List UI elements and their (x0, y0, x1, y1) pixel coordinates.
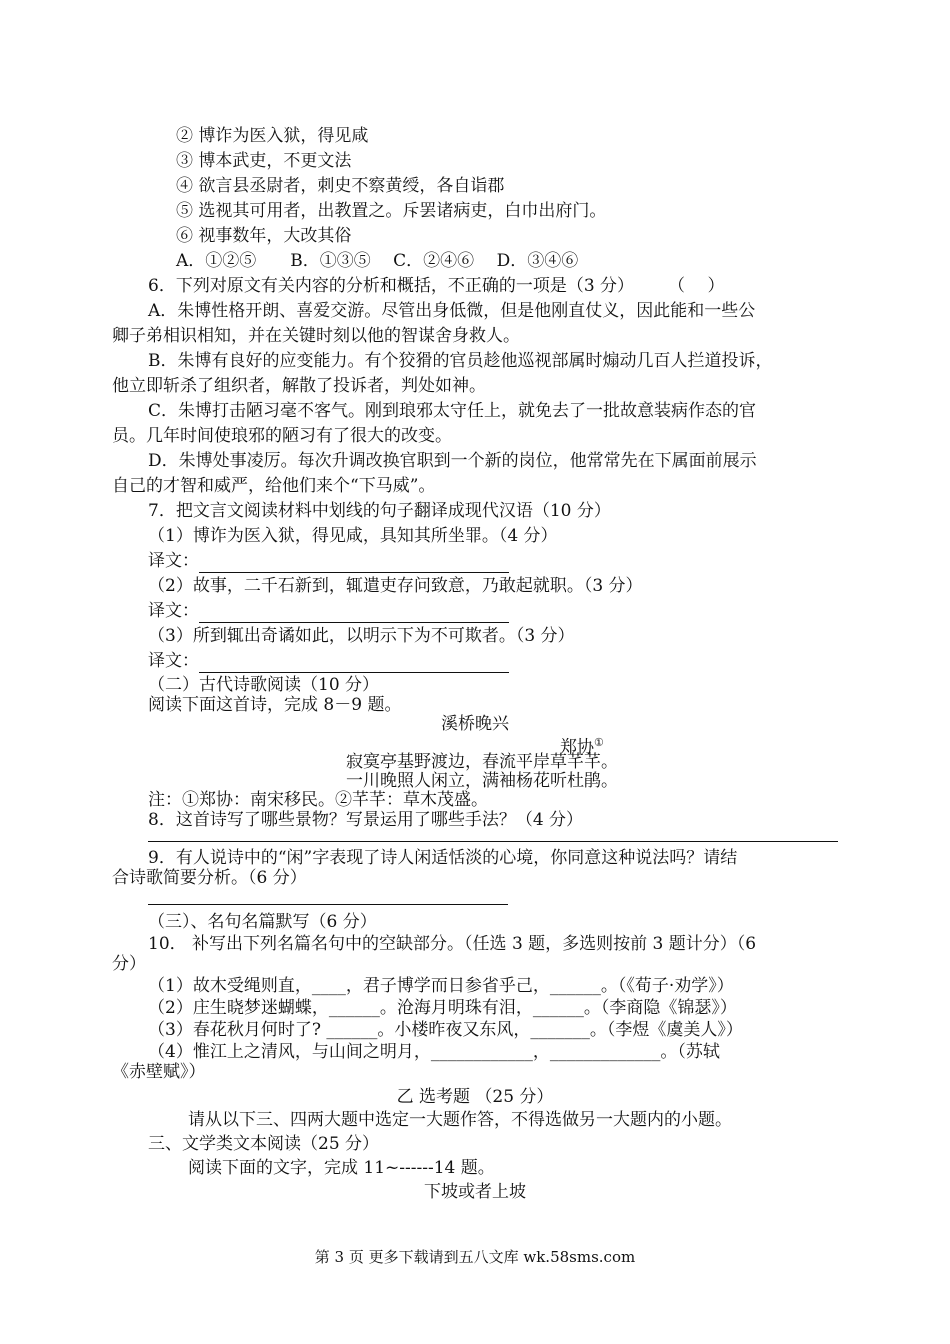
q10-item-4-line2: 《赤壁赋》） (112, 1062, 206, 1082)
q9-answer-line[interactable] (148, 904, 508, 905)
part3-heading: 三、文学类文本阅读（25 分） (148, 1134, 380, 1154)
q10-stem-line1: 10． 补写出下列名篇名句中的空缺部分。（任选 3 题，多选则按前 3 题计分）（6 (148, 934, 757, 954)
q10-item-3: （3）春花秋月何时了? ______。小楼昨夜又东风，_______。（李煜《虞美人》） (148, 1020, 743, 1040)
q5-option-2: ② 博诈为医入狱，得见咸 (176, 126, 369, 146)
q6-choice-c-line1: C．朱博打击陋习毫不客气。刚到琅邪太守任上，就免去了一批故意装病作态的官 (148, 401, 757, 421)
story-title: 下坡或者上坡 (424, 1182, 526, 1202)
q8-answer-line[interactable] (148, 841, 838, 842)
q7-sentence-1: （1）博诈为医入狱，得见咸，具知其所坐罪。（4 分） (148, 526, 558, 546)
q7-answer-2 (148, 599, 509, 623)
translation-label: 译文： (148, 601, 199, 621)
translation-label: 译文： (148, 651, 199, 671)
q9-stem-line1: 9．有人说诗中的“闲”字表现了诗人闲适恬淡的心境，你同意这种说法吗？请结 (148, 848, 738, 868)
q5-option-4: ④ 欲言县丞尉者，刺史不察黄绶，各自诣郡 (176, 176, 505, 196)
section3-heading: （三）、名句名篇默写（6 分） (148, 912, 377, 932)
q6-choice-d-line1: D．朱博处事凌厉。每次升调改换官职到一个新的岗位，他常常先在下属面前展示 (148, 451, 757, 471)
q10-item-2: （2）庄生晓梦迷蝴蝶，______。沧海月明珠有泪，______。（李商隐《锦瑟》） (148, 998, 737, 1018)
q10-stem-line2: 分） (112, 954, 146, 974)
q7-answer-3 (148, 649, 509, 673)
translation-label: 译文： (148, 551, 199, 571)
q5-option-6: ⑥ 视事数年，大改其俗 (176, 226, 352, 246)
footnote-marker: ① (594, 736, 604, 749)
poem-title: 溪桥晚兴 (441, 714, 509, 734)
q10-item-1: （1）故木受绳则直，____，君子博学而日参省乎己，______。（《荀子·劝学》） (148, 976, 734, 996)
q7-stem: 7．把文言文阅读材料中划线的句子翻译成现代汉语（10 分） (148, 501, 611, 521)
q6-choice-d-line2: 自己的才智和威严，给他们来个“下马威”。 (112, 476, 436, 496)
q7-sentence-3: （3）所到辄出奇谲如此，以明示下为不可欺者。（3 分） (148, 626, 575, 646)
q6-choice-a-line1: A．朱博性格开朗、喜爱交游。尽管出身低微，但是他刚直仗义，因此能和一些公 (148, 301, 756, 321)
q8-stem: 8．这首诗写了哪些景物？写景运用了哪些手法？（4 分） (148, 810, 584, 830)
q7-sentence-2: （2）故事，二千石新到，辄遣吏存问致意，乃敢起就职。（3 分） (148, 576, 643, 596)
q5-option-5: ⑤ 选视其可用者，出教置之。斥罢诸病吏，白巾出府门。 (176, 201, 607, 221)
q7-answer-1 (148, 549, 509, 573)
answer-line[interactable] (199, 554, 509, 573)
poem-author-name: 郑协 (560, 737, 594, 758)
section2-intro: 阅读下面这首诗，完成 8－9 题。 (148, 695, 402, 715)
answer-line[interactable] (199, 654, 509, 673)
q5-option-3: ③ 博本武吏，不更文法 (176, 151, 352, 171)
q6-stem: 6．下列对原文有关内容的分析和概括，不正确的一项是（3 分） （ ） (148, 276, 725, 296)
q9-stem-line2: 合诗歌简要分析。（6 分） (112, 868, 307, 888)
section2-heading: （二）古代诗歌阅读（10 分） (148, 675, 380, 695)
poem-line-1: 寂寞亭基野渡边，春流平岸草芊芊。 (346, 752, 618, 772)
answer-line[interactable] (199, 604, 509, 623)
poem-note: 注：①郑协：南宋移民。②芊芊：草木茂盛。 (148, 790, 488, 810)
q6-choice-b-line2: 他立即斩杀了组织者，解散了投诉者，判处如神。 (112, 376, 486, 396)
q5-choices: A．①②⑤ B．①③⑤ C．②④⑥ D．③④⑥ (176, 251, 579, 271)
q6-choice-a-line2: 卿子弟相识相知，并在关键时刻以他的智谋舍身救人。 (112, 326, 520, 346)
part-b-heading: 乙 选考题 （25 分） (396, 1087, 554, 1107)
q6-choice-b-line1: B．朱博有良好的应变能力。有个狡猾的官员趁他巡视部属时煽动几百人拦道投诉， (148, 351, 773, 371)
page-footer: 第 3 页 更多下载请到五八文库 wk.58sms.com (314, 1248, 636, 1266)
q10-item-4-line1: （4）惟江上之清风，与山间之明月，____________，_____________。（苏轼 (148, 1042, 720, 1062)
poem-line-2: 一川晚照人闲立，满袖杨花听杜鹃。 (346, 771, 618, 791)
part-b-instruction: 请从以下三、四两大题中选定一大题作答，不得选做另一大题内的小题。 (188, 1110, 732, 1130)
part3-intro: 阅读下面的文字，完成 11~------14 题。 (188, 1158, 495, 1178)
q6-choice-c-line2: 员。几年时间使琅邪的陋习有了很大的改变。 (112, 426, 452, 446)
